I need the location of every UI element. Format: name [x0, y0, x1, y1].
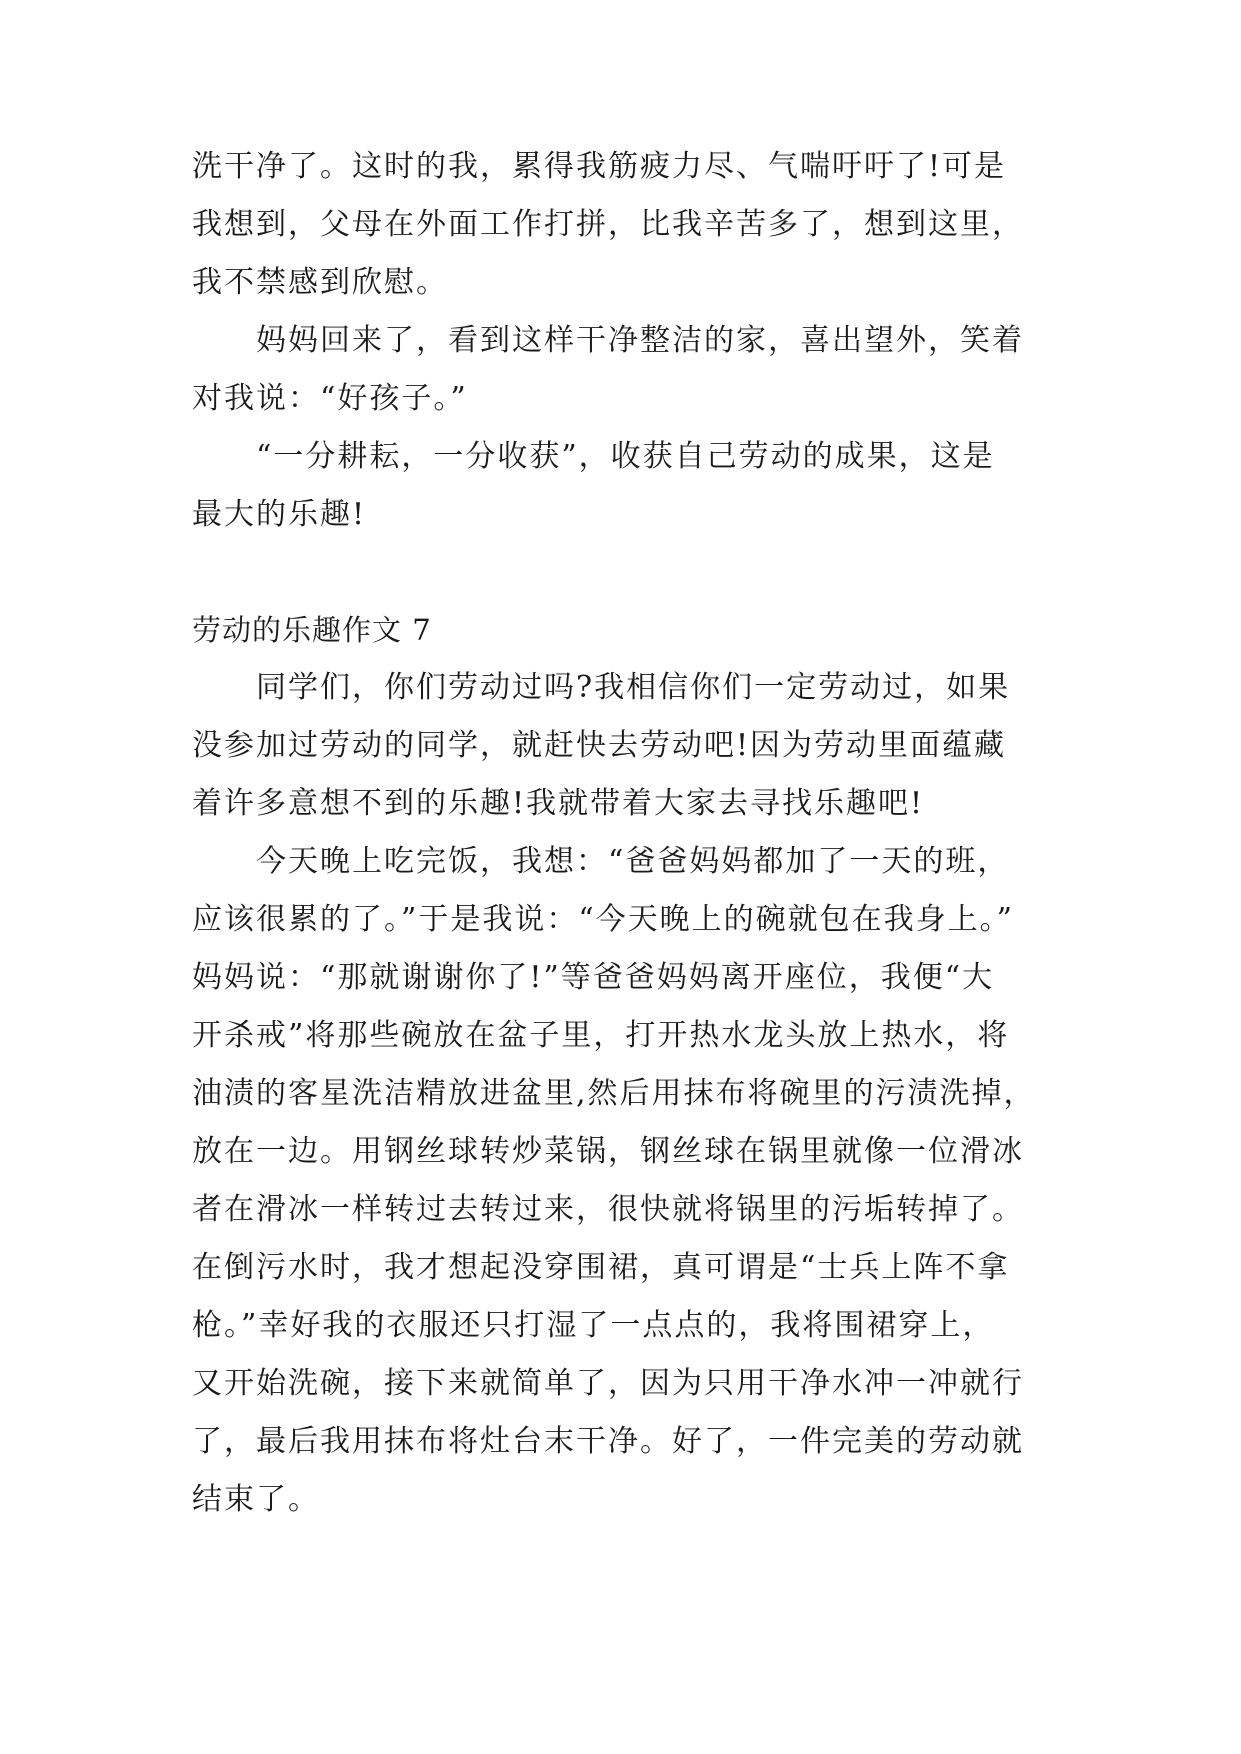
- text-line: 着许多意想不到的乐趣!我就带着大家去寻找乐趣吧!: [192, 786, 925, 821]
- text-line: “一分耕耘，一分收获”，收获自己劳动的成果，这是: [192, 439, 995, 474]
- text-line: 应该很累的了。”于是我说：“今天晚上的碗就包在我身上。”: [192, 902, 1015, 937]
- text-line: 同学们，你们劳动过吗?我相信你们一定劳动过，如果: [192, 670, 1011, 705]
- text-line: 妈妈说：“那就谢谢你了!”等爸爸妈妈离开座位，我便“大: [192, 960, 995, 995]
- text-line: 我想到，父母在外面工作打拼，比我辛苦多了，想到这里，: [192, 207, 1024, 242]
- text-line: 今天晚上吃完饭，我想：“爸爸妈妈都加了一天的班，: [192, 844, 1010, 879]
- text-line: 没参加过劳动的同学，就赶快去劳动吧!因为劳动里面蕴藏: [192, 728, 1007, 763]
- text-line: 了，最后我用抹布将灶台末干净。好了，一件完美的劳动就: [192, 1424, 1024, 1459]
- text-line: 结束了。: [192, 1482, 320, 1517]
- text-line: 最大的乐趣!: [192, 497, 367, 532]
- section-heading: 劳动的乐趣作文 7: [192, 613, 432, 647]
- text-line: 对我说：“好孩子。”: [192, 381, 468, 416]
- text-line: 油渍的客星洗洁精放进盆里,然后用抹布将碗里的污渍洗掉，: [192, 1076, 1036, 1111]
- text-line: 开杀戒”将那些碗放在盆子里，打开热水龙头放上热水，将: [192, 1018, 1010, 1053]
- text-line: 洗干净了。这时的我，累得我筋疲力尽、气喘吁吁了!可是: [192, 149, 1007, 184]
- text-line: 枪。”幸好我的衣服还只打湿了一点点的，我将围裙穿上，: [192, 1308, 995, 1343]
- text-line: 我不禁感到欣慰。: [192, 265, 448, 300]
- text-line: 放在一边。用钢丝球转炒菜锅，钢丝球在锅里就像一位滑冰: [192, 1134, 1024, 1169]
- text-line: 妈妈回来了，看到这样干净整洁的家，喜出望外，笑着: [192, 323, 1024, 358]
- text-line: 者在滑冰一样转过去转过来，很快就将锅里的污垢转掉了。: [192, 1192, 1024, 1227]
- text-line: 在倒污水时，我才想起没穿围裙，真可谓是“士兵上阵不拿: [192, 1250, 1010, 1285]
- text-line: 又开始洗碗，接下来就简单了，因为只用干净水冲一冲就行: [192, 1366, 1024, 1401]
